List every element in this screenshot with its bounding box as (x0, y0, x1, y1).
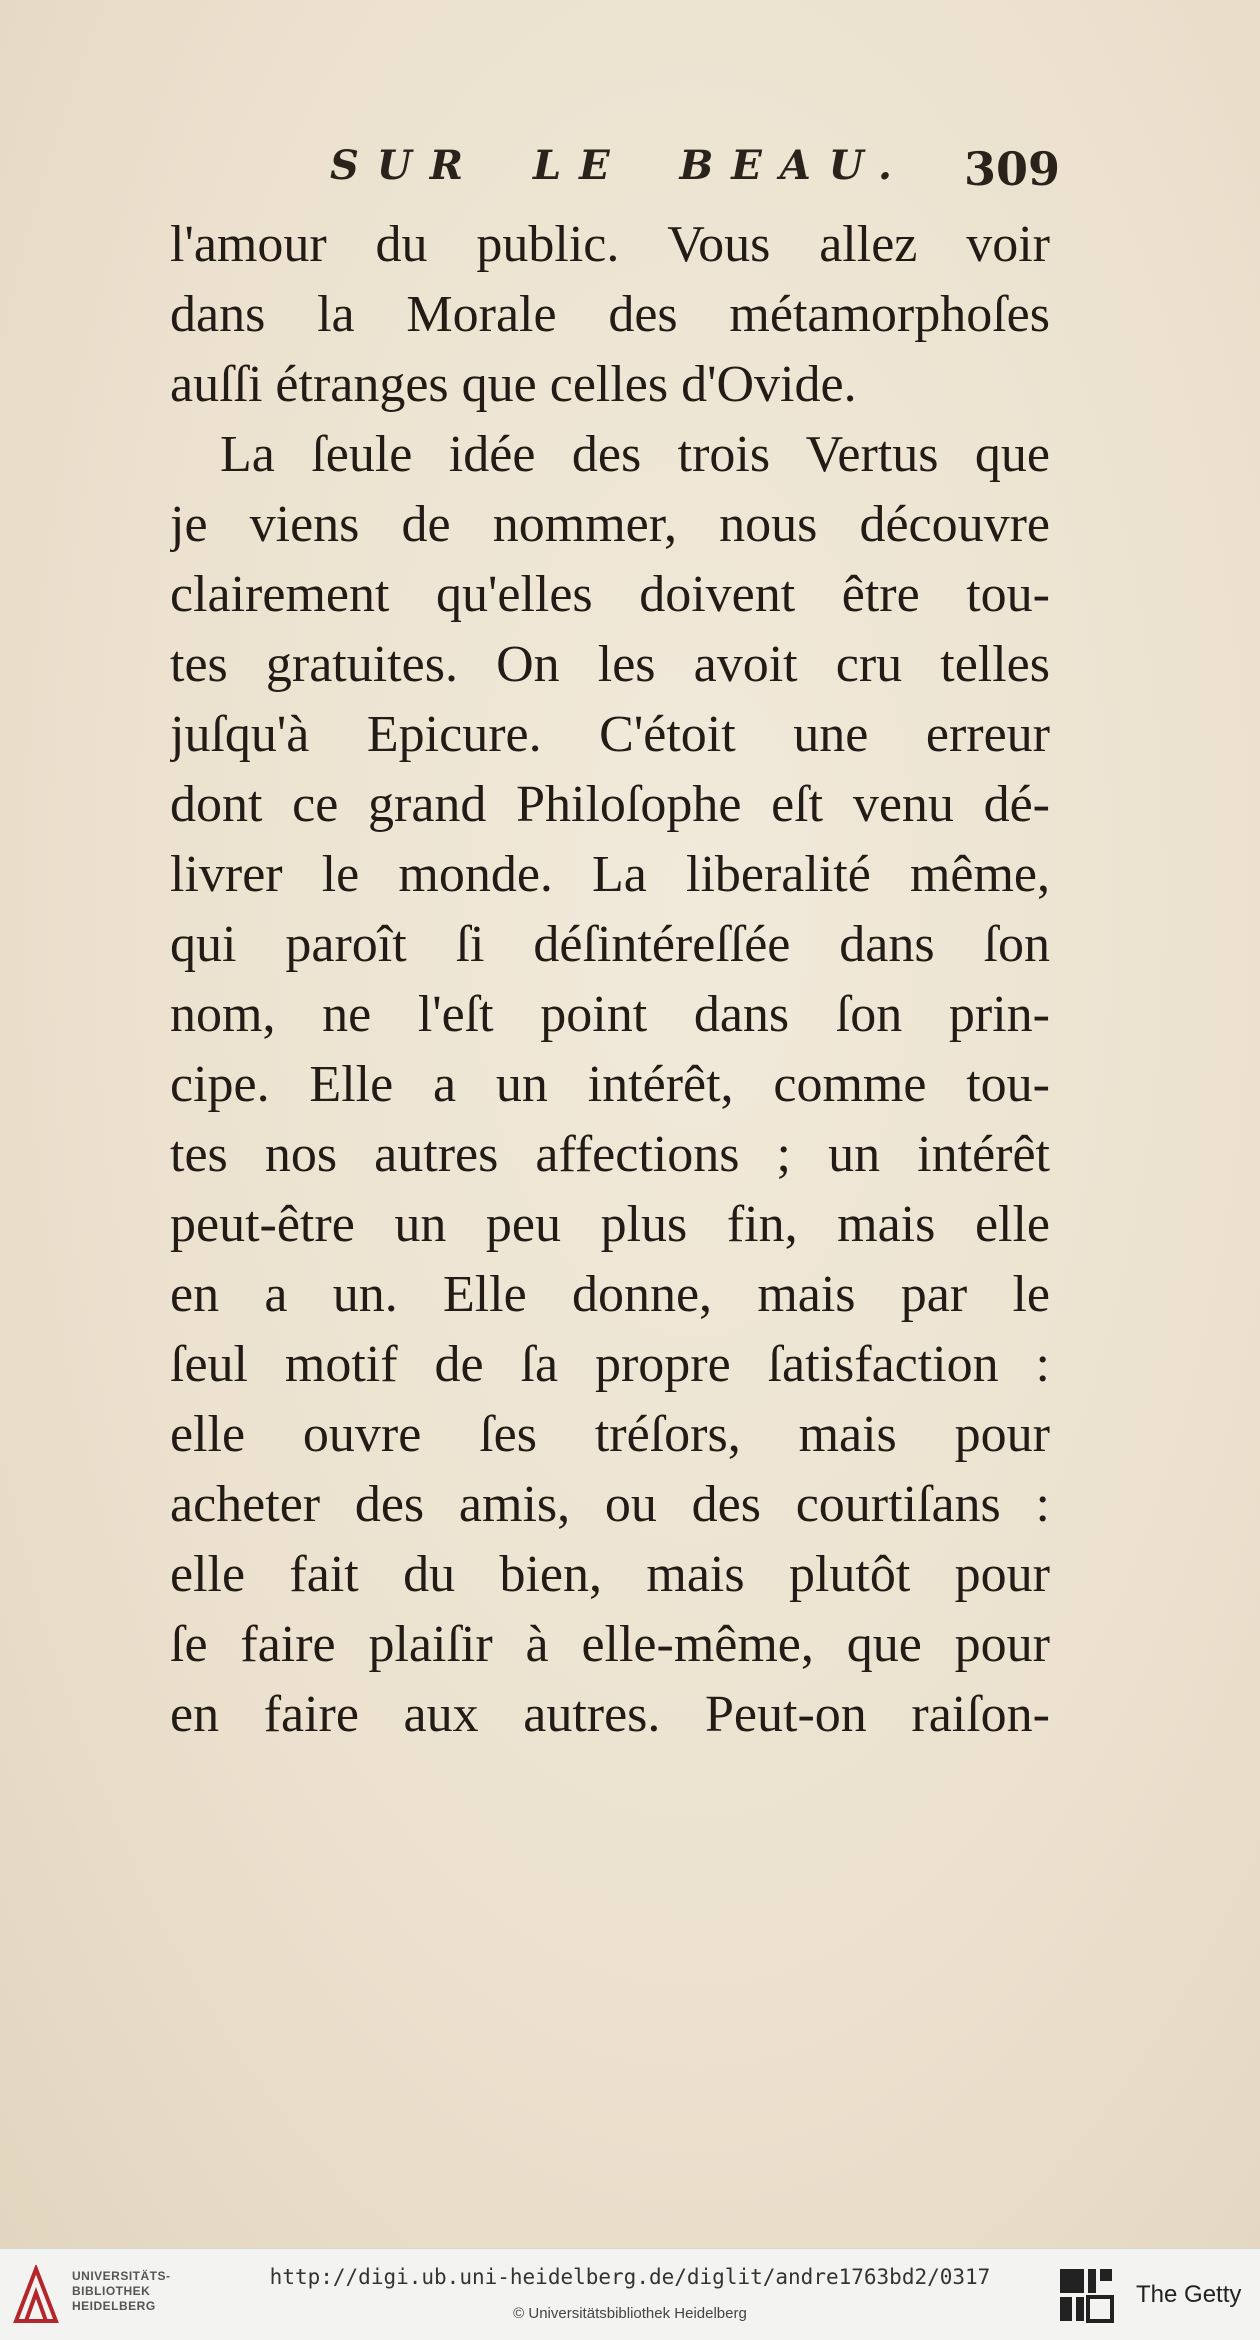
getty-logo-icon[interactable] (1058, 2267, 1114, 2323)
text-line: peut-être un peu plus fin, mais elle (170, 1196, 1050, 1253)
page-header (330, 142, 1060, 202)
text-line: nom, ne l'eſt point dans ſon prin- (170, 986, 1050, 1043)
text-line: l'amour du public. Vous allez voir (170, 216, 1050, 273)
text-line: en a un. Elle donne, mais par le (170, 1266, 1050, 1323)
text-line: je viens de nommer, nous découvre (170, 496, 1050, 553)
text-line: tes nos autres affections ; un intérêt (170, 1126, 1050, 1183)
library-name-line: HEIDELBERG (72, 2299, 156, 2313)
text-line: acheter des amis, ou des courtiſans : (170, 1476, 1050, 1533)
text-line: livrer le monde. La liberalité même, (170, 846, 1050, 903)
text-line: cipe. Elle a un intérêt, comme tou- (170, 1056, 1050, 1113)
text-line: clairement qu'elles doivent être tou- (170, 566, 1050, 623)
text-line: dans la Morale des métamorphoſes (170, 286, 1050, 343)
partner-name: The Getty (1136, 2281, 1242, 2308)
viewer-footer (0, 2248, 1260, 2340)
text-line: ſeul motif de ſa propre ſatisfaction : (170, 1336, 1050, 1393)
text-line: elle ouvre ſes tréſors, mais pour (170, 1406, 1050, 1463)
text-line: en faire aux autres. Peut-on raiſon- (170, 1686, 1050, 1743)
permalink-url[interactable]: http://digi.ub.uni-heidelberg.de/diglit/andre1763bd2/0317 (269, 2265, 991, 2289)
text-line: auſſi étranges que celles d'Ovide. (170, 356, 857, 413)
text-line: qui paroît ſi déſintéreſſée dans ſon (170, 916, 1050, 973)
library-name-line: BIBLIOTHEK (72, 2284, 151, 2298)
page-number: 309 (963, 142, 1060, 196)
text-line: tes gratuites. On les avoit cru telles (170, 636, 1050, 693)
running-head: SUR LE BEAU. (330, 142, 910, 189)
text-line: dont ce grand Philoſophe eſt venu dé- (170, 776, 1050, 833)
text-line: elle fait du bien, mais plutôt pour (170, 1546, 1050, 1603)
body-text (170, 210, 1050, 1750)
text-line: juſqu'à Epicure. C'étoit une erreur (170, 706, 1050, 763)
library-name-line: UNIVERSITÄTS- (72, 2269, 171, 2283)
text-line: ſe faire plaiſir à elle-même, que pour (170, 1616, 1050, 1673)
text-line: La ſeule idée des trois Vertus que (220, 426, 1050, 483)
copyright-notice: © Universitätsbibliothek Heidelberg (513, 2305, 747, 2322)
